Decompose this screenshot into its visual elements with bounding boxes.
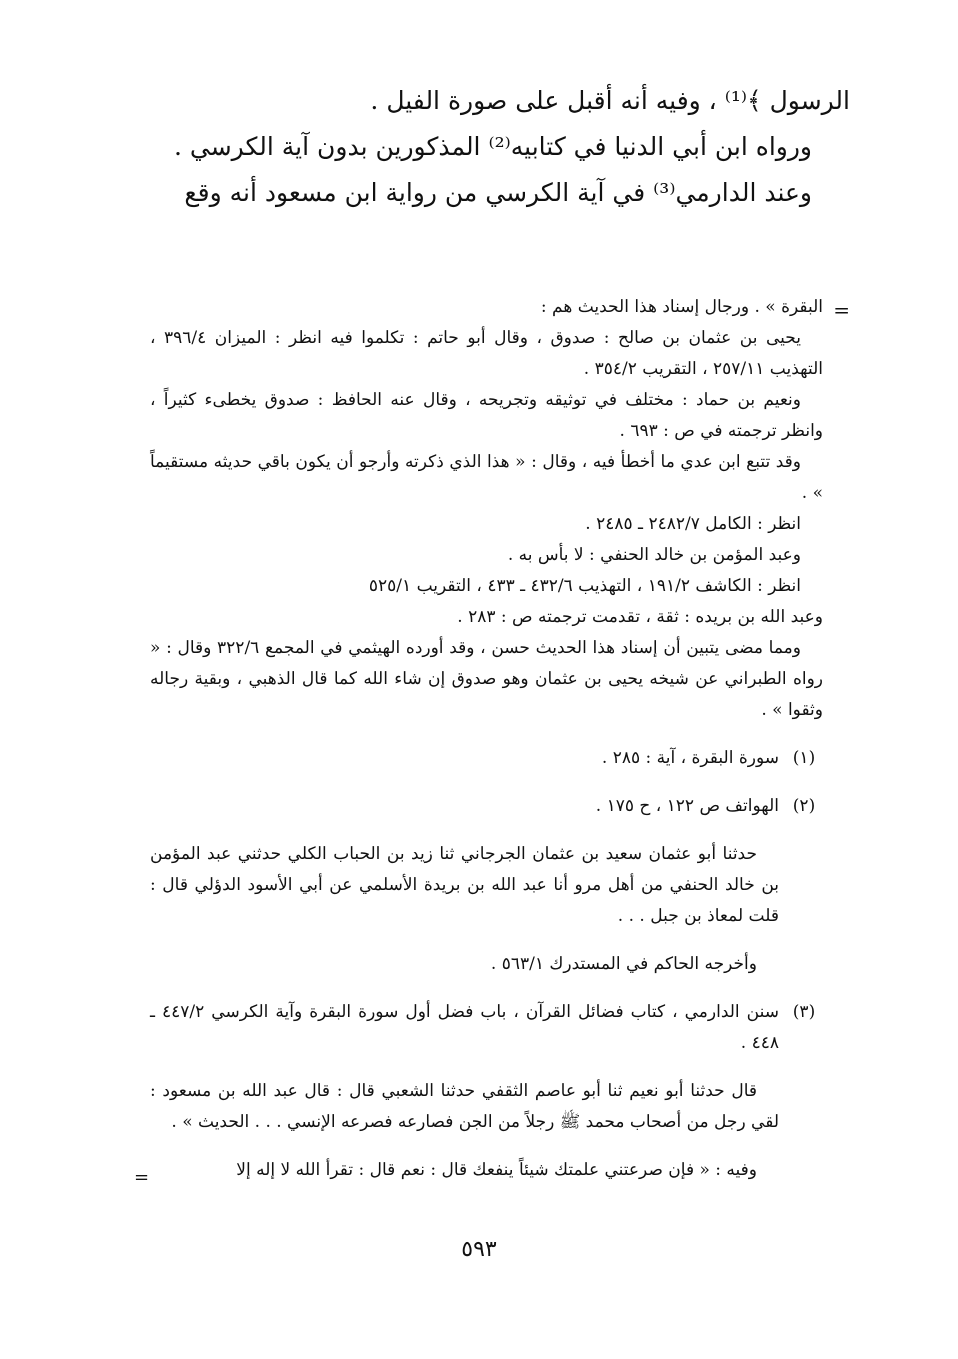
footnote-2-paragraph-1: حدثنا أبو عثمان سعيد بن عثمان الجرجاني ثنا زيد بن الحباب الكلي حدثني عبد المؤمن بن خالد الحنفي من أهل مرو أنا عبد الله بن بريدة الأسلمي عن أبي الأسود الدؤلي قال : قلت لمعاذ بن جبل . . . <box>150 844 779 926</box>
footnote-paragraph-8: وعبد الله بن بريده : ثقة ، تقدمت ترجمته ص : ٢٨٣ . <box>457 607 823 627</box>
footnotes <box>150 292 823 1203</box>
footnote-1-text: سورة البقرة ، آية : ٢٨٥ . <box>601 748 779 768</box>
footnote-paragraph-1: البقرة » . ورجال إسناد هذا الحديث هم : <box>540 297 823 317</box>
footnote-paragraph-9: ومما مضى يتبين أن إسناد هذا الحديث حسن ، وقد أورده الهيثمي في المجمع ٣٢٢/٦ وقال : « رواه الطبراني عن شيخه يحيى بن عثمان وهو صدوق إن شاء الله كما قال الذهبي ، وبقية رجاله وثقوا » . <box>150 638 823 720</box>
main-line-1: الرسول ﴾⁽¹⁾ ، وفيه أنه أقبل على صورة الفيل . <box>370 86 850 115</box>
footnote-2-number: (٢) <box>792 796 816 816</box>
page-number: ٥٩٣ <box>461 1237 497 1262</box>
footnote-paragraph-7: انظر : الكاشف ١٩١/٢ ، التهذيب ٤٣٢/٦ ـ ٤٣٣ ، التقريب ٥٢٥/١ <box>368 576 801 596</box>
footnote-continuation <box>150 292 823 726</box>
footnote-paragraph-2: يحيى بن عثمان بن صالح : صدوق ، وقال أبو حاتم : تكلموا فيه انظر : الميزان ٣٩٦/٤ ، التهذيب ٢٥٧/١١ ، التقريب ٣٥٤/٢ . <box>150 328 823 379</box>
footnote-1 <box>150 743 823 774</box>
main-text <box>150 78 850 216</box>
footnote-paragraph-5: انظر : الكامل ٢٤٨٢/٧ ـ ٢٤٨٥ . <box>585 514 801 534</box>
footnote-continuation-marker: = <box>833 298 850 322</box>
footnote-2 <box>150 791 823 980</box>
page-continuation-marker: = <box>134 1167 150 1188</box>
footnote-3-number: (٣) <box>792 1002 816 1022</box>
footnote-paragraph-4: وقد تتبع ابن عدي ما أخطأ فيه ، وقال : « هذا الذي ذكرته وأرجو أن يكون باقي حديثه مستقيماً » . <box>150 452 823 503</box>
main-line-3: وعند الدارمي⁽³⁾ في آية الكرسي من رواية ابن مسعود أنه وقع <box>184 178 812 207</box>
footnote-3-text: سنن الدارمي ، كتاب فضائل القرآن ، باب فضل أول سورة البقرة وآية الكرسي ٤٤٧/٢ ـ ٤٤٨ . <box>150 1002 779 1053</box>
footnote-paragraph-3: ونعيم بن حماد : مختلف في توثيقه وتجريحه ، وقال عنه الحافظ : صدوق يخطىء كثيراً ، وانظر ترجمته في ص : ٦٩٣ . <box>150 390 823 441</box>
footnote-3-paragraph-1: قال حدثنا أبو نعيم ثنا أبو عاصم الثقفي حدثنا الشعبي قال : قال عبد الله بن مسعود : لقي رجل من أصحاب محمد ﷺ رجلاً من الجن فصارعه فصرعه الإنسي . . . الحديث » . <box>150 1081 779 1132</box>
main-line-2: ورواه ابن أبي الدنيا في كتابيه⁽²⁾ المذكورين بدون آية الكرسي . <box>173 132 812 161</box>
footnote-paragraph-6: وعبد المؤمن بن خالد الحنفي : لا بأس به . <box>507 545 801 565</box>
footnote-1-number: (١) <box>792 748 816 768</box>
footnote-3-paragraph-2: وفيه : « فإن صرعتني علمتك شيئاً ينفعك قال : نعم قال : تقرأ الله لا إله إلا <box>236 1160 757 1180</box>
footnote-3 <box>150 997 823 1186</box>
footnote-2-paragraph-2: وأخرجه الحاكم في المستدرك ٥٦٣/١ . <box>490 954 757 974</box>
footnote-2-text: الهواتف ص ١٢٢ ، ح ١٧٥ . <box>595 796 779 816</box>
